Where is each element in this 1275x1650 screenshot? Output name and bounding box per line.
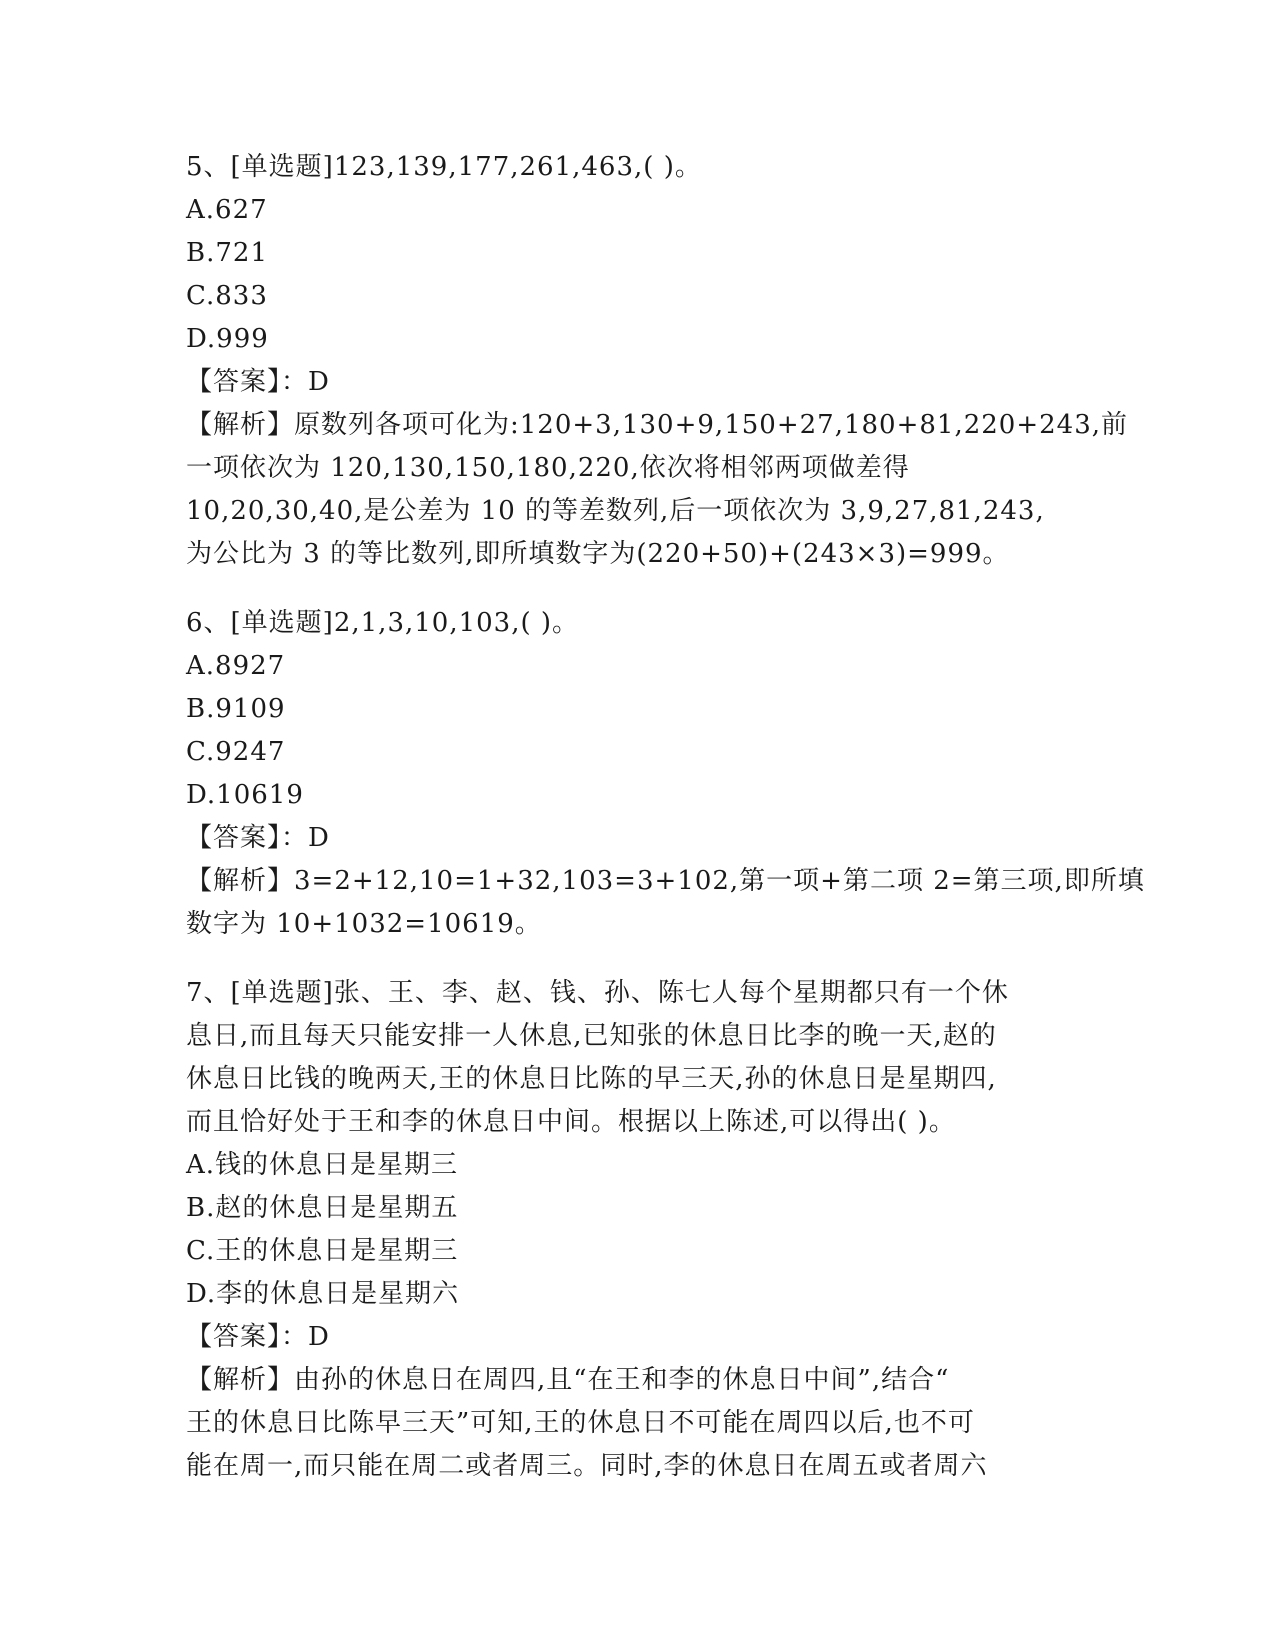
question-5 [186, 146, 1129, 576]
option-c: C.9247 [186, 737, 286, 767]
option-a: A.627 [186, 195, 268, 225]
analysis-line: 【解析】由孙的休息日在周四,且“在王和李的休息日中间”,结合“ [186, 1365, 950, 1395]
option-b: B.9109 [186, 694, 286, 724]
question-stem: 休息日比钱的晚两天,王的休息日比陈的早三天,孙的休息日是星期四, [186, 1064, 997, 1094]
option-b: B.721 [186, 238, 268, 268]
analysis-line: 数字为 10+1032=10619。 [186, 909, 542, 939]
option-d: D.999 [186, 324, 269, 354]
question-spacer [186, 576, 1086, 602]
question-stem: 而且恰好处于王和李的休息日中间。根据以上陈述,可以得出( )。 [186, 1107, 956, 1137]
analysis-line: 【解析】原数列各项可化为:120+3,130+9,150+27,180+81,220+243,前 [186, 410, 1129, 440]
answer-line: 【答案】：D [186, 1322, 330, 1352]
option-a: A.钱的休息日是星期三 [186, 1150, 459, 1180]
analysis-line: 一项依次为 120,130,150,180,220,依次将相邻两项做差得 [186, 453, 910, 483]
option-c: C.王的休息日是星期三 [186, 1236, 459, 1266]
question-stem: 5、[单选题]123,139,177,261,463,( )。 [186, 152, 702, 182]
analysis-line: 为公比为 3 的等比数列,即所填数字为(220+50)+(243×3)=999。 [186, 539, 1010, 569]
analysis-line: 王的休息日比陈早三天”可知,王的休息日不可能在周四以后,也不可 [186, 1408, 975, 1438]
question-stem: 7、[单选题]张、王、李、赵、钱、孙、陈七人每个星期都只有一个休 [186, 978, 1009, 1008]
analysis-line: 能在周一,而只能在周二或者周三。同时,李的休息日在周五或者周六 [186, 1451, 988, 1481]
document-page [186, 146, 1145, 1488]
analysis-line: 10,20,30,40,是公差为 10 的等差数列,后一项依次为 3,9,27,81,243, [186, 496, 1045, 526]
analysis-line: 【解析】3=2+12,10=1+32,103=3+102,第一项+第二项 2=第三项,即所填 [186, 866, 1145, 896]
option-d: D.李的休息日是星期六 [186, 1279, 460, 1309]
question-6 [186, 602, 1145, 946]
question-stem: 息日,而且每天只能安排一人休息,已知张的休息日比李的晚一天,赵的 [186, 1021, 997, 1051]
answer-line: 【答案】：D [186, 367, 330, 397]
answer-line: 【答案】：D [186, 823, 330, 853]
option-b: B.赵的休息日是星期五 [186, 1193, 459, 1223]
option-d: D.10619 [186, 780, 304, 810]
question-stem: 6、[单选题]2,1,3,10,103,( )。 [186, 608, 580, 638]
question-7 [186, 972, 1086, 1488]
option-c: C.833 [186, 281, 268, 311]
option-a: A.8927 [186, 651, 286, 681]
question-spacer [186, 946, 1086, 972]
